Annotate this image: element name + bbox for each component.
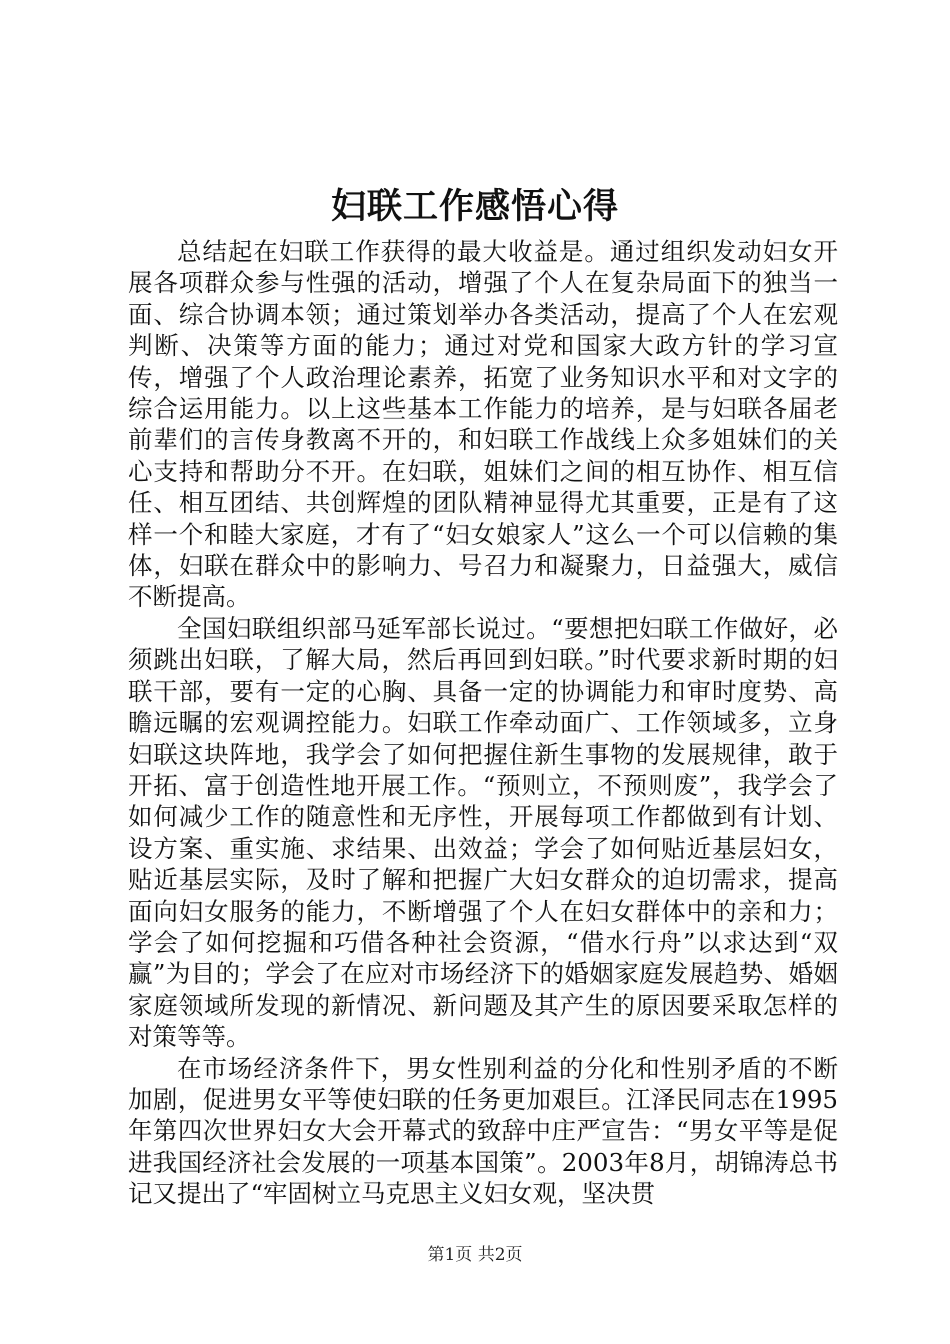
paragraph-1: 总结起在妇联工作获得的最大收益是。通过组织发动妇女开展各项群众参与性强的活动，增强了个人在复杂局面下的独当一面、综合协调本领；通过策划举办各类活动，提高了个人在宏观判断、决策等方面的能力；通过对党和国家大政方针的学习宣传，增强了个人政治理论素养，拓宽了业务知识水平和对文字的综合运用能力。以上这些基本工作能力的培养，是与妇联各届老前辈们的言传身教离不开的，和妇联工作战线上众多姐妹们的关心支持和帮助分不开。在妇联，姐妹们之间的相互协作、相互信任、相互团结、共创辉煌的团队精神显得尤其重要，正是有了这样一个和睦大家庭，才有了“妇女娘家人”这么一个可以信赖的集体，妇联在群众中的影响力、号召力和凝聚力，日益强大，威信不断提高。 [128,237,838,612]
page-number-footer: 第1页 共2页 [427,1245,523,1265]
paragraph-2: 全国妇联组织部马延军部长说过。“要想把妇联工作做好，必须跳出妇联，了解大局，然后再回到妇联。”时代要求新时期的妇联干部，要有一定的心胸、具备一定的协调能力和审时度势、高瞻远瞩的宏观调控能力。妇联工作牵动面广、工作领域多，立身妇联这块阵地，我学会了如何把握住新生事物的发展规律，敢于开拓、富于创造性地开展工作。“预则立，不预则废”，我学会了如何减少工作的随意性和无序性，开展每项工作都做到有计划、设方案、重实施、求结果、出效益；学会了如何贴近基层妇女，贴近基层实际，及时了解和把握广大妇女群众的迫切需求，提高面向妇女服务的能力，不断增强了个人在妇女群体中的亲和力；学会了如何挖掘和巧借各种社会资源，“借水行舟”以求达到“双赢”为目的；学会了在应对市场经济下的婚姻家庭发展趋势、婚姻家庭领域所发现的新情况、新问题及其产生的原因要采取怎样的对策等等。 [128,613,838,1052]
document-body [128,236,838,1210]
paragraph-3: 在市场经济条件下，男女性别利益的分化和性别矛盾的不断加剧，促进男女平等使妇联的任务更加艰巨。江泽民同志在1995年第四次世界妇女大会开幕式的致辞中庄严宣告：“男女平等是促进我国经济社会发展的一项基本国策”。2003年8月，胡锦涛总书记又提出了“牢固树立马克思主义妇女观，坚决贯 [128,1053,838,1209]
document-title: 妇联工作感悟心得 [330,186,619,227]
